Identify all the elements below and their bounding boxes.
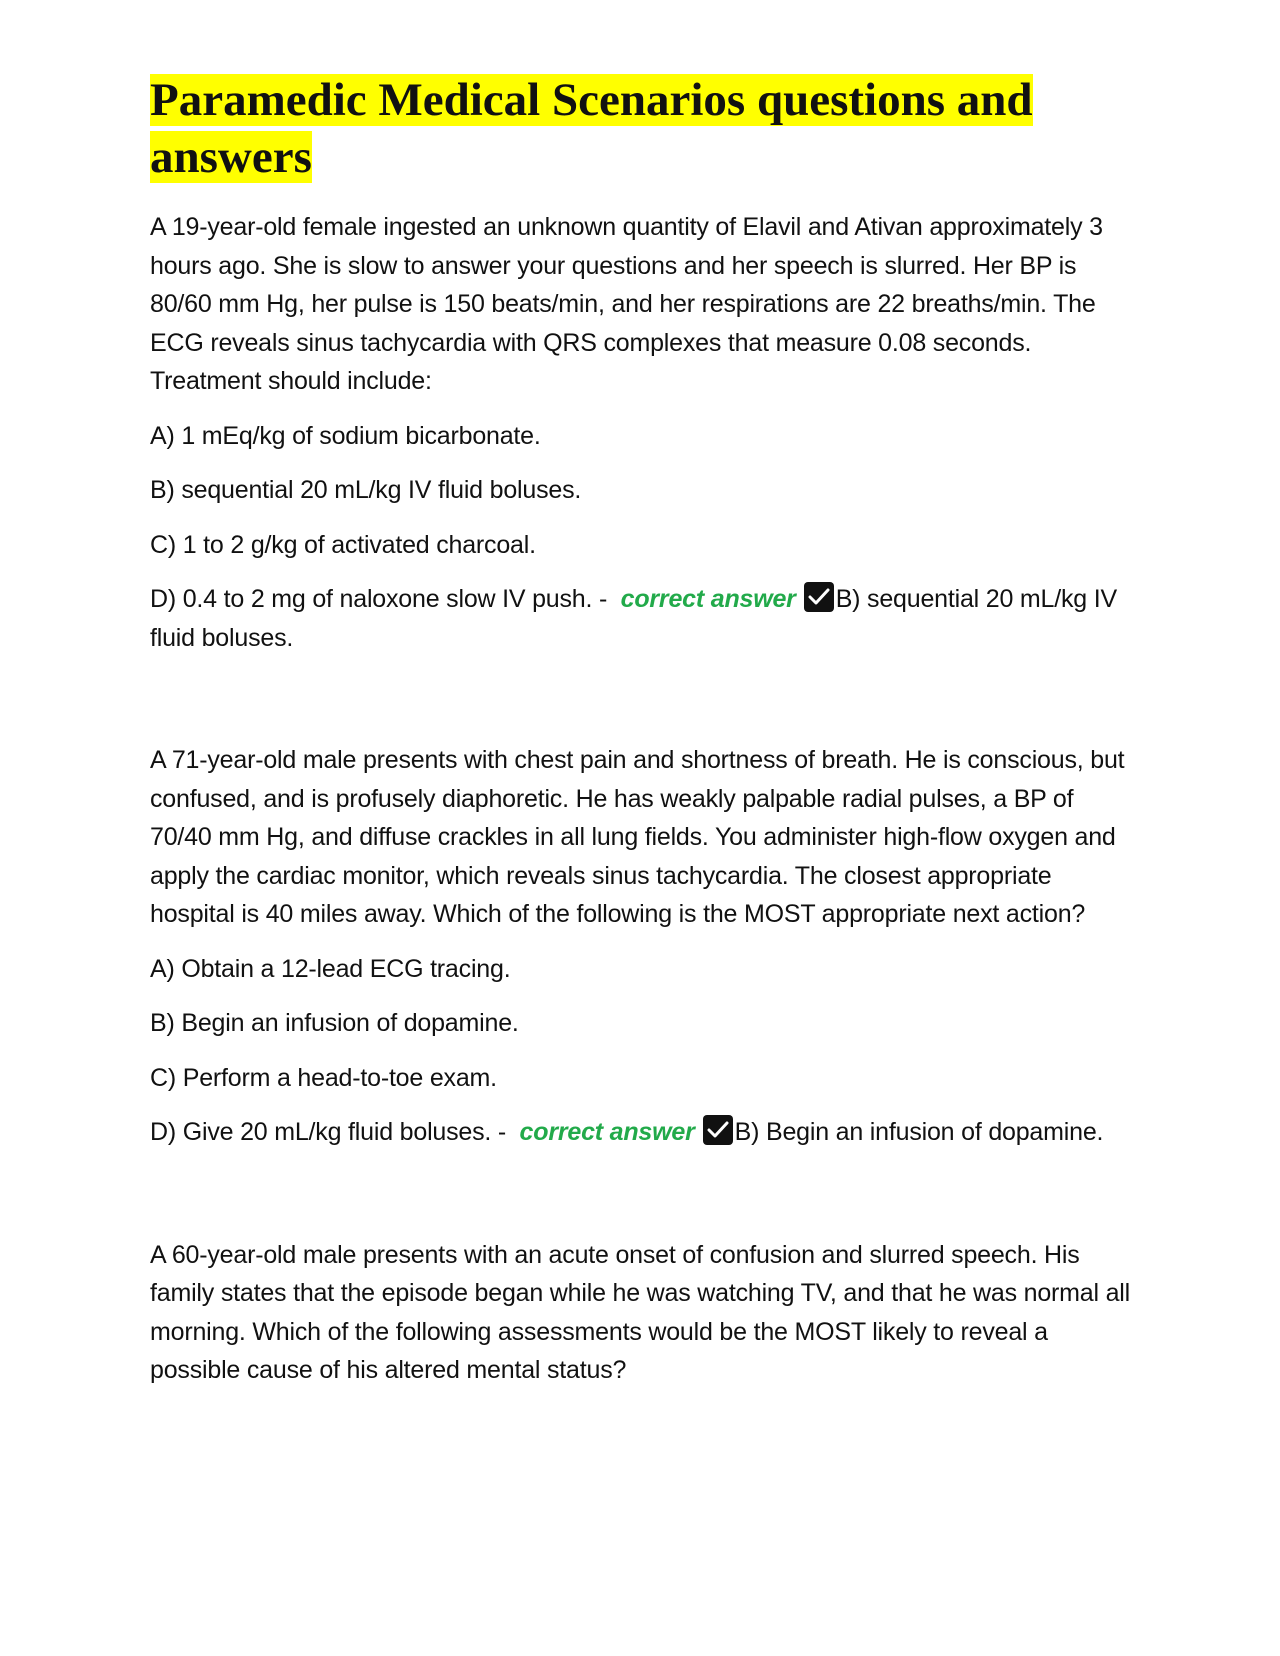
document-page xyxy=(150,72,1140,1406)
option-c: C) Perform a head-to-toe exam. xyxy=(150,1063,497,1092)
question-stem: A 71-year-old male presents with chest pain and shortness of breath. He is conscious, but confused, and is profusely diaphoretic. He has weakly palpable radial pulses, a BP of 70/40 mm Hg, and diffuse crackles in all lung fields. You administer high-flow oxygen and apply the cardiac monitor, which reveals sinus tachycardia. The closest appropriate hospital is 40 miles away. Which of the following is the MOST appropriate next action? xyxy=(150,746,1125,928)
question-stem: A 60-year-old male presents with an acute onset of confusion and slurred speech. His family states that the episode began while he was watching TV, and that he was normal all morning. Which of the following assessments would be the MOST likely to reveal a possible cause of his altered mental status? xyxy=(150,1240,1131,1384)
option-a: A) Obtain a 12-lead ECG tracing. xyxy=(150,954,511,983)
option-d-with-answer xyxy=(150,1113,1140,1152)
correct-answer-label: correct answer xyxy=(620,585,796,613)
question-block-3 xyxy=(150,1236,1140,1390)
option-d: D) 0.4 to 2 mg of naloxone slow IV push. - xyxy=(150,585,608,613)
option-d-with-answer xyxy=(150,580,1140,657)
correct-answer-label: correct answer xyxy=(519,1118,695,1146)
option-a: A) 1 mEq/kg of sodium bicarbonate. xyxy=(150,421,541,450)
check-box-icon xyxy=(804,582,834,612)
correct-answer-text: B) sequential 20 mL/kg IV fluid boluses. xyxy=(150,585,1117,652)
option-c: C) 1 to 2 g/kg of activated charcoal. xyxy=(150,530,536,559)
check-box-icon xyxy=(703,1115,733,1145)
document-title xyxy=(150,72,1140,186)
question-block-2 xyxy=(150,741,1140,1152)
option-d: D) Give 20 mL/kg fluid boluses. - xyxy=(150,1118,507,1146)
option-b: B) Begin an infusion of dopamine. xyxy=(150,1009,519,1037)
title-highlight: Paramedic Medical Scenarios questions and answers xyxy=(150,74,1033,183)
option-b: B) sequential 20 mL/kg IV fluid boluses. xyxy=(150,476,582,504)
question-block-1 xyxy=(150,208,1140,657)
question-stem: A 19-year-old female ingested an unknown quantity of Elavil and Ativan approximately 3 hours ago. She is slow to answer your questions and her speech is slurred. Her BP is 80/60 mm Hg, her pulse is 150 beats/min, and her respirations are 22 breaths/min. The ECG reveals sinus tachycardia with QRS complexes that measure 0.08 seconds. Treatment should include: xyxy=(150,213,1103,395)
correct-answer-text: B) Begin an infusion of dopamine. xyxy=(734,1118,1104,1146)
